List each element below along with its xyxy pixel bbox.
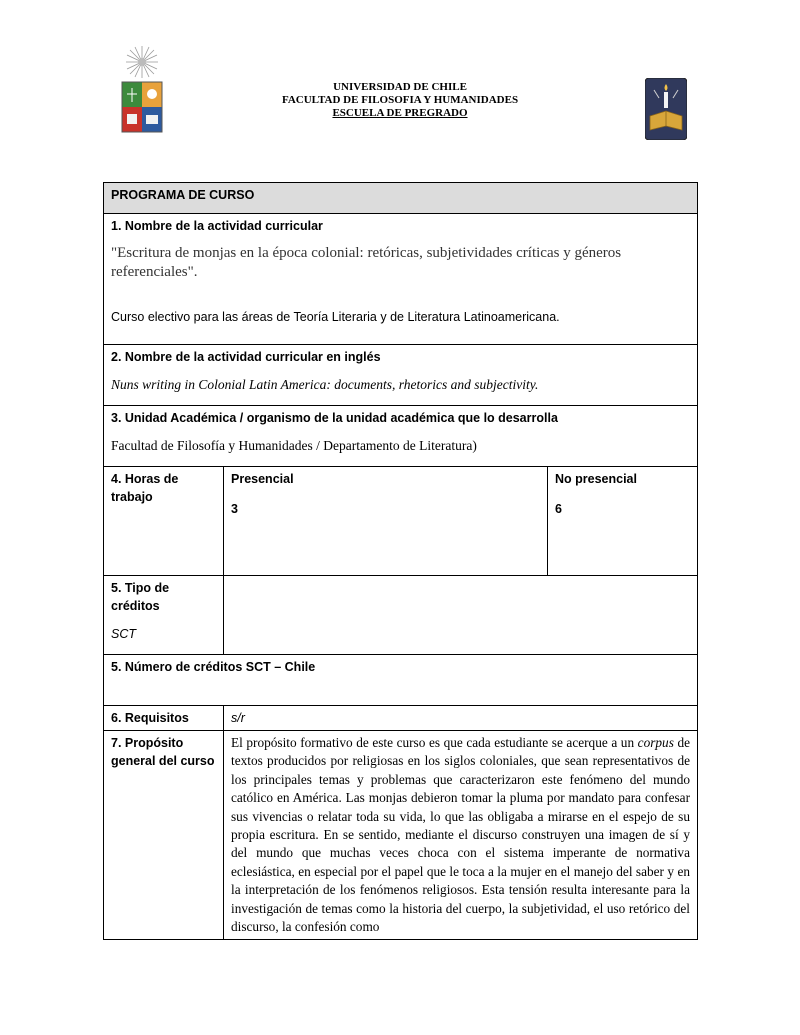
presencial-label: Presencial (231, 472, 294, 486)
section-1-label: 1. Nombre de la actividad curricular (111, 219, 323, 233)
university-name: UNIVERSIDAD DE CHILE (333, 81, 467, 93)
course-note: Curso electivo para las áreas de Teoría Literaria y de Literatura Latinoamericana. (111, 310, 560, 324)
credit-type-empty-cell (224, 576, 698, 655)
section-6-row (104, 706, 698, 731)
section-5a-label: 5. Tipo de créditos (111, 581, 170, 613)
section-7-row (104, 731, 698, 940)
section-3-label: 3. Unidad Académica / organismo de la unidad académica que lo desarrolla (111, 411, 558, 425)
section-6-label: 6. Requisitos (104, 706, 224, 731)
section-5a-row (104, 576, 698, 655)
school-name: ESCUELA DE PREGRADO (332, 107, 468, 119)
purpose-text-start: El propósito formativo de este curso es que cada estudiante se acerque a un (231, 735, 638, 750)
no-presencial-label: No presencial (555, 472, 637, 486)
section-2-row (104, 345, 698, 406)
section-3-row (104, 406, 698, 467)
course-purpose-text (231, 734, 690, 936)
requirements-value: s/r (224, 706, 698, 731)
course-name: "Escritura de monjas en la época colonial: retóricas, subjetividades críticas y géneros referenciales". (111, 245, 622, 280)
section-2-label: 2. Nombre de la actividad curricular en inglés (111, 350, 381, 364)
section-5b-row (104, 655, 698, 706)
course-name-english: Nuns writing in Colonial Latin America: documents, rhetorics and subjectivity. (111, 377, 539, 392)
section-1-row (104, 214, 698, 345)
section-5b-label: 5. Número de créditos SCT – Chile (104, 655, 698, 706)
section-4-row (104, 467, 698, 576)
course-program-table (103, 182, 698, 940)
faculty-name: FACULTAD DE FILOSOFIA Y HUMANIDADES (281, 94, 519, 106)
section-4-label: 4. Horas de trabajo (104, 467, 224, 576)
section-7-label: 7. Propósito general del curso (104, 731, 224, 940)
program-title: PROGRAMA DE CURSO (104, 183, 698, 214)
candle-icon (664, 84, 668, 108)
academic-unit: Facultad de Filosofía y Humanidades / Departamento de Literatura) (111, 438, 477, 453)
purpose-text-rest: de textos producidos por religiosas en los siglos coloniales, que sean representativos de los principales temas y problemas que caracterizaron este fenómeno del mundo católico en América. Las monjas debieron tomar la pluma por mandato para confesar sus vivencias o relatar toda su vida, lo que las obligaba a mirarse en el espejo de su propia escritura. En se sentido, mediante el discurso construyen una imagen de sí y del mundo que muchas veces choca con el sistema imperante de normativa eclesiástica, en especial por el papel que le toca a la mujer en el manejo del saber y en la interpretación de los fenómenos religiosos. Esta tensión resulta interesante para la investigación de temas como la historia del cuerpo, la subjetividad, el uso retórico del discurso, la confesión como (231, 735, 690, 935)
credit-type: SCT (111, 627, 136, 641)
no-presencial-hours: 6 (555, 502, 562, 516)
program-title-row (104, 183, 698, 214)
corpus-term: corpus (637, 735, 674, 750)
faculty-emblem-logo (645, 78, 687, 140)
presencial-hours: 3 (231, 502, 238, 516)
